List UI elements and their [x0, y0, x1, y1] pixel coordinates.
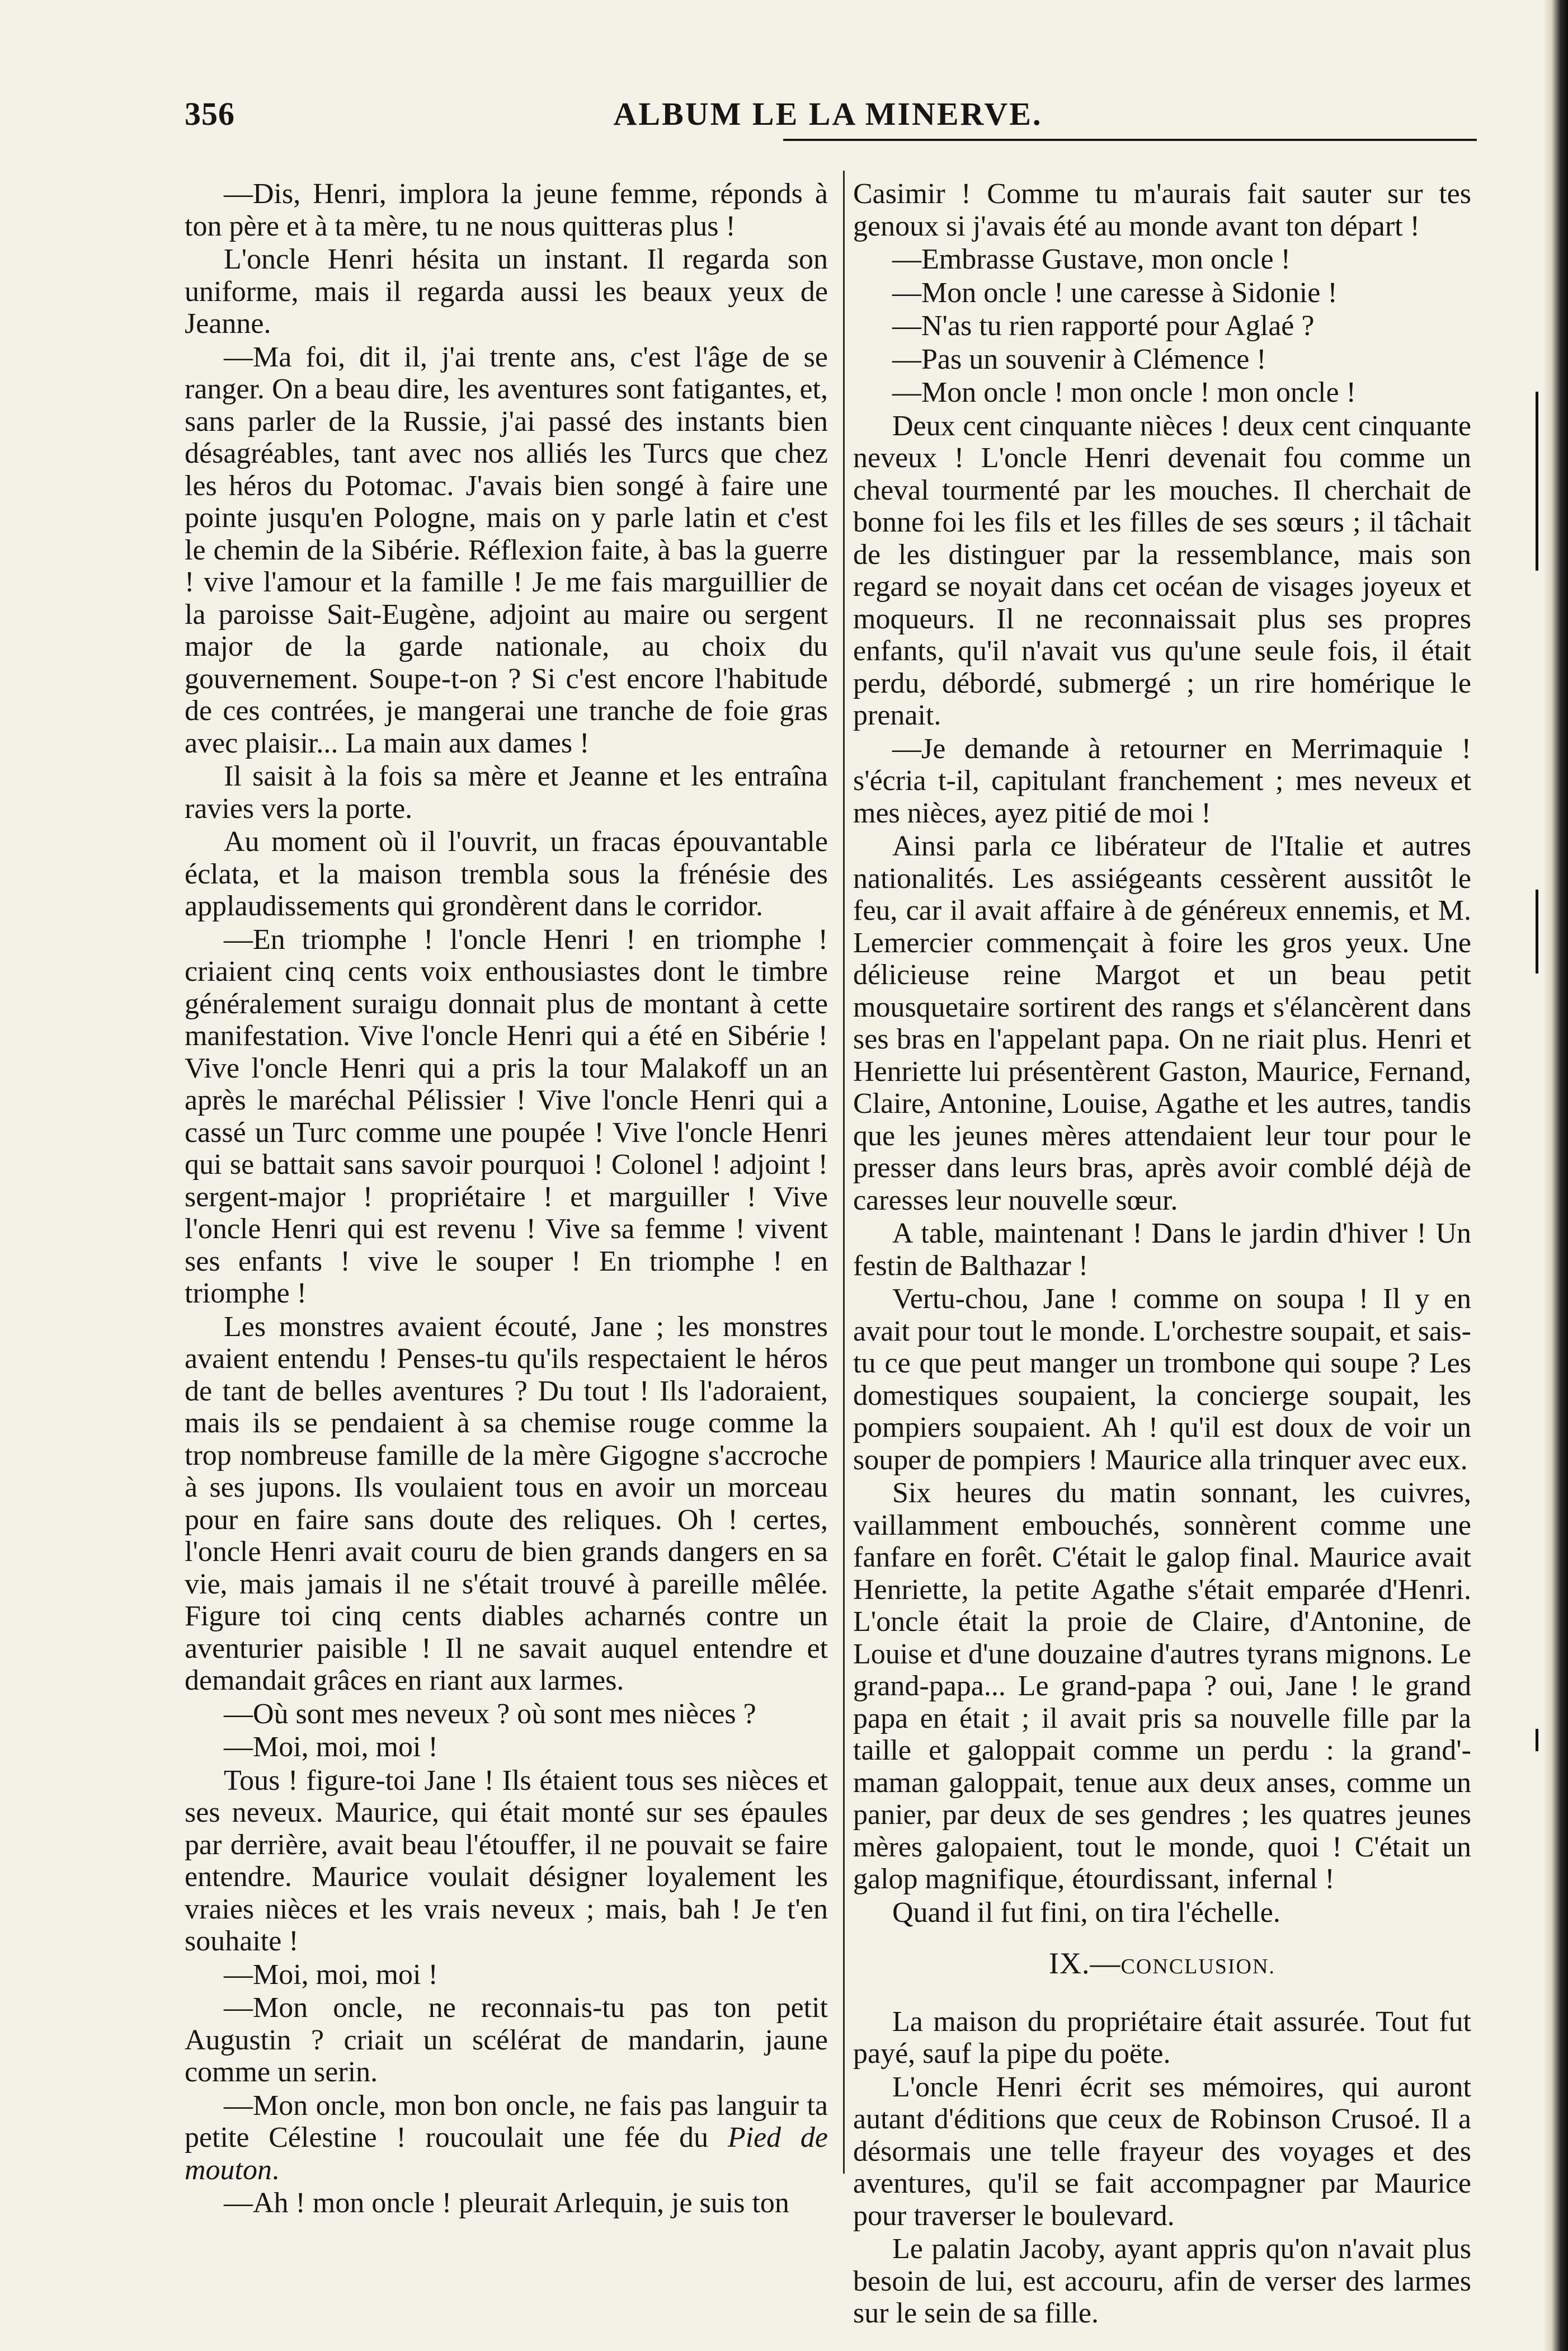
paragraph-text: —Mon oncle, mon bon oncle, ne fais pas languir ta petite Célestine ! roucoulait une fée du: [185, 2089, 828, 2153]
paragraph: —Moi, moi, moi !: [224, 1731, 438, 1763]
margin-mark: [1536, 1729, 1538, 1751]
paragraph: —Je demande à retourner en Merrimaquie ! s'écria t-il, capitulant franchement ; mes neveux et mes nièces, ayez pitié de moi !: [853, 732, 1471, 829]
italic-title: Pied de mouton: [185, 2122, 828, 2186]
paragraph: Le palatin Jacoby, ayant appris qu'on n'avait plus besoin de lui, est accouru, afin de verser des larmes sur le sein de sa fille.: [853, 2233, 1471, 2329]
page-number: 356: [185, 96, 235, 132]
header-rule: [783, 139, 1477, 141]
paragraph: —N'as tu rien rapporté pour Aglaé ?: [892, 310, 1315, 342]
page-header: [185, 95, 1471, 157]
paragraph: L'oncle Henri hésita un instant. Il regarda son uniforme, mais il regarda aussi les beaux yeux de Jeanne.: [185, 243, 828, 340]
paragraph: Vertu-chou, Jane ! comme on soupa ! Il y en avait pour tout le monde. L'orchestre soupait, et sais-tu ce que peut manger un trombone qui soupe ? Les domestiques soupaient, la concierge soupait, les pompiers soupaient. Ah ! qu'il est doux de voir un souper de pompiers ! Maurice alla trinquer avec eux.: [853, 1283, 1471, 1476]
paragraph: Quand il fut fini, on tira l'échelle.: [892, 1896, 1280, 1929]
paragraph: A table, maintenant ! Dans le jardin d'hiver ! Un festin de Balthazar !: [853, 1217, 1471, 1282]
column-divider: [843, 171, 845, 2174]
paragraph: Tous ! figure-toi Jane ! Ils étaient tous ses nièces et ses neveux. Maurice, qui était monté sur ses épaules par derrière, avait beau l'étouffer, il ne pouvait se faire entendre. Maurice voulait désigner loyalement les vraies nièces et les vrais neveux ; mais, bah ! Je t'en souhaite !: [185, 1764, 828, 1957]
right-column: [853, 178, 1471, 2331]
paragraph: Deux cent cinquante nièces ! deux cent cinquante neveux ! L'oncle Henri devenait fou comme un cheval tourmenté par les mouches. Il cherchait de bonne foi les fils et les filles de ses sœurs ; il tâchait de les distinguer par la ressemblance, mais son regard se noyait dans cet océan de visages joyeux et moqueurs. Il ne reconnaissait plus ses propres enfants, qu'il n'avait vus qu'une seule fois, il était perdu, débordé, submergé ; un rire homérique le prenait.: [853, 410, 1471, 731]
paragraph: —Où sont mes neveux ? où sont mes nièces ?: [224, 1698, 756, 1730]
paragraph: —Mon oncle, mon bon oncle, ne fais pas languir ta petite Célestine ! roucoulait une fée du Pied de mouton.: [185, 2089, 828, 2186]
paragraph: —Pas un souvenir à Clémence !: [892, 343, 1266, 375]
paragraph: —Mon oncle ! une caresse à Sidonie !: [892, 276, 1338, 309]
paragraph: Ainsi parla ce libérateur de l'Italie et autres nationalités. Les assiégeants cessèrent aussitôt le feu, car il avait affaire à de généreux ennemis, et M. Lemercier commençait à foire les gros yeux. Une délicieuse reine Margot et un beau petit mousquetaire sortirent des rangs et s'élancèrent dans ses bras en l'appelant papa. On ne riait plus. Henri et Henriette lui présentèrent Gaston, Maurice, Fernand, Claire, Antonine, Louise, Agathe et les autres, tandis que les jeunes mères attendaient leur tour pour le presser dans leurs bras, après avoir comblé déjà de caresses leur nouvelle sœur.: [853, 830, 1471, 1216]
paragraph: —Ah ! mon oncle ! pleurait Arlequin, je suis ton: [224, 2187, 789, 2219]
margin-mark: [1536, 392, 1538, 571]
margin-mark: [1536, 890, 1538, 974]
paragraph: —Embrasse Gustave, mon oncle !: [892, 243, 1291, 275]
paragraph: Six heures du matin sonnant, les cuivres, vaillamment embouchés, sonnèrent comme une fanfare en forêt. C'était le galop final. Maurice avait Henriette, la petite Agathe s'était emparée d'Henri. L'oncle était la proie de Claire, d'Antonine, de Louise et d'une douzaine d'autres tyrans mignons. Le grand-papa... Le grand-papa ? oui, Jane ! le grand papa en était ; il avait pris sa nouvelle fille par la taille et galoppait comme un perdu : la grand'-maman galoppait, tenue aux deux anses, comme un panier, par deux de ses gendres ; les quatres jeunes mères galopaient, tout le monde, quoi ! C'était un galop magnifique, étourdissant, infernal !: [853, 1477, 1471, 1895]
paragraph: —Mon oncle, ne reconnais-tu pas ton petit Augustin ? criait un scélérat de mandarin, jaune comme un serin.: [185, 1992, 828, 2088]
paragraph: Les monstres avaient écouté, Jane ; les monstres avaient entendu ! Penses-tu qu'ils respectaient le héros de tant de belles aventures ? Du tout ! Ils l'adoraient, mais ils se pendaient à sa chemise rouge comme la trop nombreuse famille de la mère Gigogne s'accroche à ses jupons. Ils voulaient tous en avoir un morceau pour en faire sans doute des reliques. Oh ! certes, l'oncle Henri avait couru de bien grands dangers en sa vie, mais jamais il ne s'était trouvé à pareille mêlée. Figure toi cinq cents diables acharnés contre un aventurier paisible ! Il ne savait auquel entendre et demandait grâces en riant aux larmes.: [185, 1310, 828, 1696]
paragraph: Au moment où il l'ouvrit, un fracas épouvantable éclata, et la maison trembla sous la frénésie des applaudissements qui grondèrent dans le corridor.: [185, 826, 828, 922]
section-heading: [853, 1948, 1471, 1983]
paragraph: —Ma foi, dit il, j'ai trente ans, c'est l'âge de se ranger. On a beau dire, les aventures sont fatigantes, et, sans parler de la Russie, j'ai passé des instants bien désagréables, tant avec nos alliés les Turcs que chez les héros du Potomac. J'avais bien songé à faire une pointe jusqu'en Pologne, mais on y parle latin et c'est le chemin de la Sibérie. Réflexion faite, à bas la guerre ! vive l'amour et la famille ! Je me fais marguillier de la paroisse Sait-Eugène, adjoint au maire ou sergent major de la garde nationale, au choix du gouvernement. Soupe-t-on ? Si c'est encore l'habitude de ces contrées, je mangerai une tranche de foie gras avec plaisir... La main aux dames !: [185, 341, 828, 759]
paragraph: —Moi, moi, moi !: [224, 1958, 438, 1991]
page-binding-edge: [1543, 0, 1568, 2351]
running-title: ALBUM LE LA MINERVE.: [613, 96, 1043, 132]
paragraph: Il saisit à la fois sa mère et Jeanne et les entraîna ravies vers la porte.: [185, 760, 828, 825]
section-title: CONCLUSION.: [1120, 1955, 1275, 1978]
paragraph: Casimir ! Comme tu m'aurais fait sauter sur tes genoux si j'avais été au monde avant ton départ !: [853, 178, 1471, 242]
paragraph: —Mon oncle ! mon oncle ! mon oncle !: [892, 377, 1356, 408]
paragraph: —Dis, Henri, implora la jeune femme, réponds à ton père et à ta mère, tu ne nous quitteras plus !: [185, 178, 828, 242]
paragraph: L'oncle Henri écrit ses mémoires, qui auront autant d'éditions que ceux de Robinson Crusoé. Il a désormais une telle frayeur des voyages et des aventures, qu'il se fait accompagner par Maurice pour traverser le boulevard.: [853, 2071, 1471, 2232]
paragraph: —En triomphe ! l'oncle Henri ! en triomphe ! criaient cinq cents voix enthousiastes dont le timbre généralement suraigu donnait plus de montant à cette manifestation. Vive l'oncle Henri qui a été en Sibérie ! Vive l'oncle Henri qui a pris la tour Malakoff un an après le maréchal Pélissier ! Vive l'oncle Henri qui a cassé un Turc comme une poupée ! Vive l'oncle Henri qui se battait sans savoir pourquoi ! Colonel ! adjoint ! sergent-major ! propriétaire ! et marguiller ! Vive l'oncle Henri qui est revenu ! Vive sa femme ! vivent ses enfants ! vive le souper ! En triomphe ! en triomphe !: [185, 923, 828, 1309]
left-column: [185, 178, 828, 2221]
paragraph: La maison du propriétaire était assurée. Tout fut payé, sauf la pipe du poëte.: [853, 2005, 1471, 2070]
section-numeral: IX.—: [1049, 1946, 1121, 1980]
